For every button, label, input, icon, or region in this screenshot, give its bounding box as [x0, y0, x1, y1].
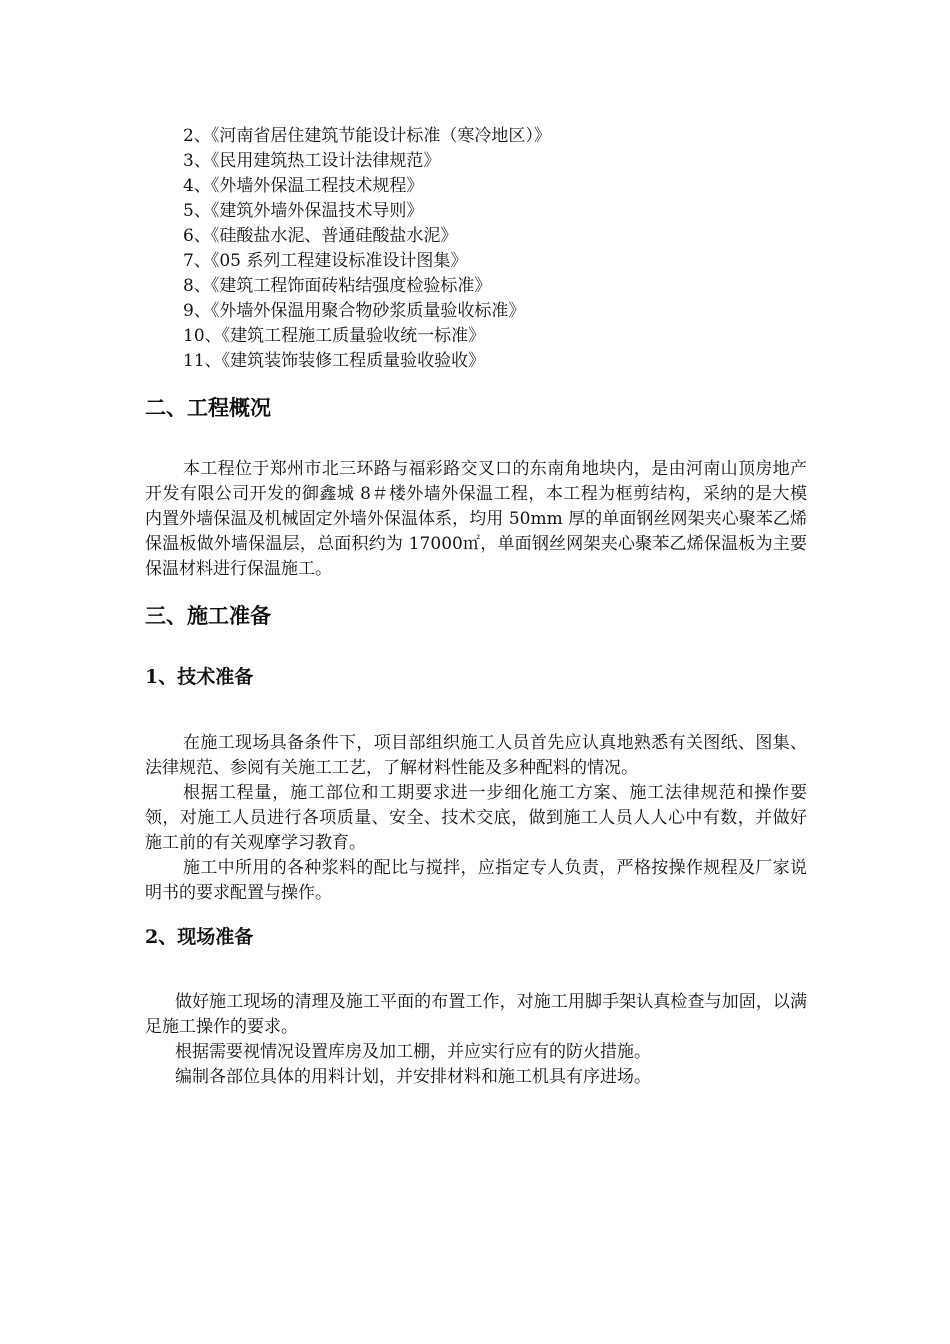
reference-item: 3、《民用建筑热工设计法律规范》: [183, 151, 441, 171]
reference-item: 2、《河南省居住建筑节能设计标准（寒冷地区）》: [183, 126, 551, 146]
reference-item: 4、《外墙外保温工程技术规程》: [183, 176, 424, 196]
technical-prep-paragraph: 在施工现场具备条件下，项目部组织施工人员首先应认真地熟悉有关图纸、图集、法律规范、参阅有关施工工艺，了解材料性能及多种配料的情况。: [145, 733, 807, 778]
section-heading-construction-preparation: 三、施工准备: [145, 603, 271, 628]
subheading-site-preparation: 2、现场准备: [145, 926, 254, 948]
section-heading-project-overview: 二、工程概况: [145, 395, 271, 420]
project-overview-paragraph: 本工程位于郑州市北三环路与福彩路交叉口的东南角地块内，是由河南山顶房地产开发有限公司开发的御鑫城 8＃楼外墙外保温工程，本工程为框剪结构，采纳的是大模内置外墙保温及机械固定外墙外保温体系，均用 50mm 厚的单面钢丝网架夹心聚苯乙烯保温板做外墙保温层，总面积约为 17000㎡，单面钢丝网架夹心聚苯乙烯保温板为主要保温材料进行保温施工。: [145, 459, 807, 579]
reference-item: 5、《建筑外墙外保温技术导则》: [183, 201, 424, 221]
reference-item: 10、《建筑工程施工质量验收统一标准》: [183, 326, 486, 346]
site-prep-paragraph: 根据需要视情况设置库房及加工棚，并应实行应有的防火措施。: [175, 1042, 651, 1062]
site-prep-paragraph: 做好施工现场的清理及施工平面的布置工作，对施工用脚手架认真检查与加固，以满足施工操作的要求。: [145, 992, 807, 1037]
subheading-technical-preparation: 1、技术准备: [145, 666, 254, 688]
site-prep-paragraph: 编制各部位具体的用料计划，并安排材料和施工机具有序进场。: [175, 1067, 651, 1087]
technical-prep-paragraph: 施工中所用的各种浆料的配比与搅拌，应指定专人负责，严格按操作规程及厂家说明书的要求配置与操作。: [145, 858, 807, 903]
reference-item: 11、《建筑装饰装修工程质量验收验收》: [183, 351, 486, 371]
reference-standards-list: [183, 124, 551, 374]
reference-item: 6、《硅酸盐水泥、普通硅酸盐水泥》: [183, 226, 458, 246]
reference-item: 8、《建筑工程饰面砖粘结强度检验标准》: [183, 276, 492, 296]
technical-prep-paragraph: 根据工程量，施工部位和工期要求进一步细化施工方案、施工法律规范和操作要领，对施工人员进行各项质量、安全、技术交底，做到施工人员人人心中有数，并做好施工前的有关观摩学习教育。: [145, 783, 807, 853]
reference-item: 7、《05 系列工程建设标准设计图集》: [183, 251, 468, 271]
reference-item: 9、《外墙外保温用聚合物砂浆质量验收标准》: [183, 301, 526, 321]
